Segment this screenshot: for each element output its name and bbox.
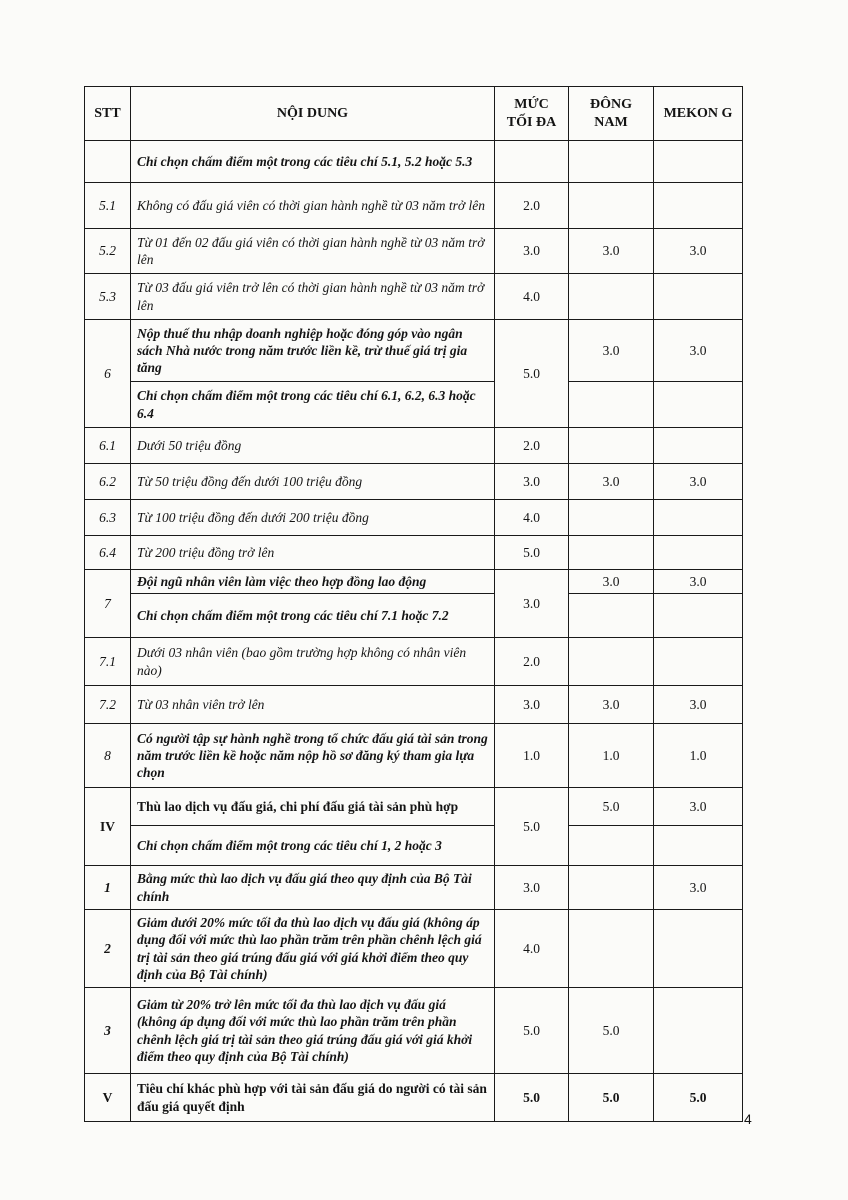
row-max: 3.0 bbox=[495, 570, 569, 638]
row-dong-nam: 3.0 bbox=[569, 464, 654, 500]
row-mekong bbox=[654, 910, 743, 988]
row-mekong: 3.0 bbox=[654, 464, 743, 500]
row-content: Bằng mức thù lao dịch vụ đấu giá theo quy định của Bộ Tài chính bbox=[131, 866, 495, 910]
table-row bbox=[85, 320, 743, 382]
table-row bbox=[85, 500, 743, 536]
row-mekong-empty bbox=[654, 594, 743, 638]
row-max: 5.0 bbox=[495, 536, 569, 570]
table-row bbox=[85, 428, 743, 464]
table-row bbox=[85, 1074, 743, 1122]
row-note: Chỉ chọn chấm điểm một trong các tiêu chí 1, 2 hoặc 3 bbox=[131, 826, 495, 866]
row-content: Nộp thuế thu nhập doanh nghiệp hoặc đóng góp vào ngân sách Nhà nước trong năm trước liền kề, trừ thuế giá trị gia tăng bbox=[131, 320, 495, 382]
row-mekong-empty bbox=[654, 382, 743, 428]
row-content: Từ 03 nhân viên trở lên bbox=[131, 686, 495, 724]
table-row bbox=[85, 788, 743, 826]
row-mekong bbox=[654, 141, 743, 183]
header-stt: STT bbox=[85, 87, 131, 141]
row-max: 2.0 bbox=[495, 638, 569, 686]
row-mekong-empty bbox=[654, 826, 743, 866]
table-row bbox=[85, 638, 743, 686]
row-stt: 7 bbox=[85, 570, 131, 638]
row-max: 3.0 bbox=[495, 686, 569, 724]
row-dong-nam-empty bbox=[569, 826, 654, 866]
row-max: 3.0 bbox=[495, 229, 569, 274]
row-note: Chỉ chọn chấm điểm một trong các tiêu chí 7.1 hoặc 7.2 bbox=[131, 594, 495, 638]
row-mekong: 1.0 bbox=[654, 724, 743, 788]
row-content: Có người tập sự hành nghề trong tổ chức đấu giá tài sản trong năm trước liền kề hoặc năm nộp hồ sơ đăng ký tham gia lựa chọn bbox=[131, 724, 495, 788]
row-stt: 6.4 bbox=[85, 536, 131, 570]
row-content: Dưới 50 triệu đồng bbox=[131, 428, 495, 464]
row-dong-nam bbox=[569, 910, 654, 988]
row-mekong bbox=[654, 428, 743, 464]
row-dong-nam bbox=[569, 428, 654, 464]
row-dong-nam-empty bbox=[569, 382, 654, 428]
row-stt: 5.3 bbox=[85, 274, 131, 320]
row-content: Dưới 03 nhân viên (bao gồm trường hợp không có nhân viên nào) bbox=[131, 638, 495, 686]
row-content: Từ 01 đến 02 đấu giá viên có thời gian hành nghề từ 03 năm trở lên bbox=[131, 229, 495, 274]
header-max-score: MỨC TỐI ĐA bbox=[495, 87, 569, 141]
row-mekong: 3.0 bbox=[654, 686, 743, 724]
table-row bbox=[85, 686, 743, 724]
row-dong-nam bbox=[569, 500, 654, 536]
scoring-table bbox=[84, 86, 743, 1122]
row-content: Từ 03 đấu giá viên trở lên có thời gian hành nghề từ 03 năm trở lên bbox=[131, 274, 495, 320]
row-max: 4.0 bbox=[495, 500, 569, 536]
row-stt: 3 bbox=[85, 988, 131, 1074]
row-dong-nam: 5.0 bbox=[569, 988, 654, 1074]
header-mekong: MEKON G bbox=[654, 87, 743, 141]
row-max: 5.0 bbox=[495, 1074, 569, 1122]
row-dong-nam bbox=[569, 141, 654, 183]
row-mekong: 3.0 bbox=[654, 570, 743, 594]
row-stt: 1 bbox=[85, 866, 131, 910]
row-max: 2.0 bbox=[495, 183, 569, 229]
row-stt: 8 bbox=[85, 724, 131, 788]
row-max: 5.0 bbox=[495, 988, 569, 1074]
row-content: Đội ngũ nhân viên làm việc theo hợp đồng lao động bbox=[131, 570, 495, 594]
row-dong-nam bbox=[569, 536, 654, 570]
row-mekong: 3.0 bbox=[654, 788, 743, 826]
row-stt: V bbox=[85, 1074, 131, 1122]
row-dong-nam-empty bbox=[569, 594, 654, 638]
table-row bbox=[85, 910, 743, 988]
table-row bbox=[85, 570, 743, 594]
row-dong-nam bbox=[569, 183, 654, 229]
row-content: Từ 100 triệu đồng đến dưới 200 triệu đồng bbox=[131, 500, 495, 536]
row-content: Không có đấu giá viên có thời gian hành nghề từ 03 năm trở lên bbox=[131, 183, 495, 229]
row-mekong: 3.0 bbox=[654, 229, 743, 274]
row-content: Thù lao dịch vụ đấu giá, chi phí đấu giá tài sản phù hợp bbox=[131, 788, 495, 826]
row-max: 3.0 bbox=[495, 464, 569, 500]
row-mekong bbox=[654, 183, 743, 229]
row-max: 5.0 bbox=[495, 788, 569, 866]
row-mekong bbox=[654, 988, 743, 1074]
table-row bbox=[85, 988, 743, 1074]
row-content: Từ 200 triệu đồng trở lên bbox=[131, 536, 495, 570]
row-mekong bbox=[654, 638, 743, 686]
row-dong-nam bbox=[569, 638, 654, 686]
row-mekong: 3.0 bbox=[654, 866, 743, 910]
row-content: Giảm dưới 20% mức tối đa thù lao dịch vụ đấu giá (không áp dụng đối với mức thù lao phần trăm trên phần chênh lệch giá trị tài sản theo giá trúng đấu giá với giá khởi điểm theo quy định của Bộ Tài chính) bbox=[131, 910, 495, 988]
table-row bbox=[85, 464, 743, 500]
row-content: Tiêu chí khác phù hợp với tài sản đấu giá do người có tài sản đấu giá quyết định bbox=[131, 1074, 495, 1122]
row-max: 5.0 bbox=[495, 320, 569, 428]
row-note: Chỉ chọn chấm điểm một trong các tiêu chí 6.1, 6.2, 6.3 hoặc 6.4 bbox=[131, 382, 495, 428]
row-dong-nam: 5.0 bbox=[569, 1074, 654, 1122]
row-max bbox=[495, 141, 569, 183]
row-dong-nam: 3.0 bbox=[569, 570, 654, 594]
row-mekong bbox=[654, 500, 743, 536]
row-content: Chỉ chọn chấm điểm một trong các tiêu chí 5.1, 5.2 hoặc 5.3 bbox=[131, 141, 495, 183]
row-stt: 5.1 bbox=[85, 183, 131, 229]
table-row bbox=[85, 866, 743, 910]
row-dong-nam bbox=[569, 866, 654, 910]
row-dong-nam: 3.0 bbox=[569, 686, 654, 724]
row-stt: 2 bbox=[85, 910, 131, 988]
table-row bbox=[85, 183, 743, 229]
row-dong-nam: 3.0 bbox=[569, 320, 654, 382]
row-dong-nam: 5.0 bbox=[569, 788, 654, 826]
row-mekong bbox=[654, 274, 743, 320]
row-max: 4.0 bbox=[495, 910, 569, 988]
row-stt: 7.2 bbox=[85, 686, 131, 724]
table-row bbox=[85, 536, 743, 570]
row-stt: 6.1 bbox=[85, 428, 131, 464]
row-max: 4.0 bbox=[495, 274, 569, 320]
table-header-row bbox=[85, 87, 743, 141]
row-stt: 5.2 bbox=[85, 229, 131, 274]
row-max: 3.0 bbox=[495, 866, 569, 910]
row-max: 1.0 bbox=[495, 724, 569, 788]
table-row bbox=[85, 141, 743, 183]
row-dong-nam: 1.0 bbox=[569, 724, 654, 788]
row-stt: 6.3 bbox=[85, 500, 131, 536]
row-stt bbox=[85, 141, 131, 183]
row-max: 2.0 bbox=[495, 428, 569, 464]
table-row-note bbox=[85, 594, 743, 638]
table-row bbox=[85, 229, 743, 274]
row-mekong: 3.0 bbox=[654, 320, 743, 382]
row-content: Giảm từ 20% trở lên mức tối đa thù lao dịch vụ đấu giá (không áp dụng đối với mức thù lao phần trăm trên phần chênh lệch giá trị tài sản theo giá trúng đấu giá với giá khởi điểm theo quy định của Bộ Tài chính) bbox=[131, 988, 495, 1074]
table-row bbox=[85, 724, 743, 788]
table-row bbox=[85, 274, 743, 320]
table-row-note bbox=[85, 826, 743, 866]
row-mekong bbox=[654, 536, 743, 570]
row-content: Từ 50 triệu đồng đến dưới 100 triệu đồng bbox=[131, 464, 495, 500]
row-stt: 7.1 bbox=[85, 638, 131, 686]
row-stt: 6 bbox=[85, 320, 131, 428]
table-row-note bbox=[85, 382, 743, 428]
row-dong-nam: 3.0 bbox=[569, 229, 654, 274]
row-stt: 6.2 bbox=[85, 464, 131, 500]
page-number: 4 bbox=[744, 1111, 752, 1127]
header-content: NỘI DUNG bbox=[131, 87, 495, 141]
row-stt: IV bbox=[85, 788, 131, 866]
row-mekong: 5.0 bbox=[654, 1074, 743, 1122]
row-dong-nam bbox=[569, 274, 654, 320]
header-dong-nam: ĐÔNG NAM bbox=[569, 87, 654, 141]
